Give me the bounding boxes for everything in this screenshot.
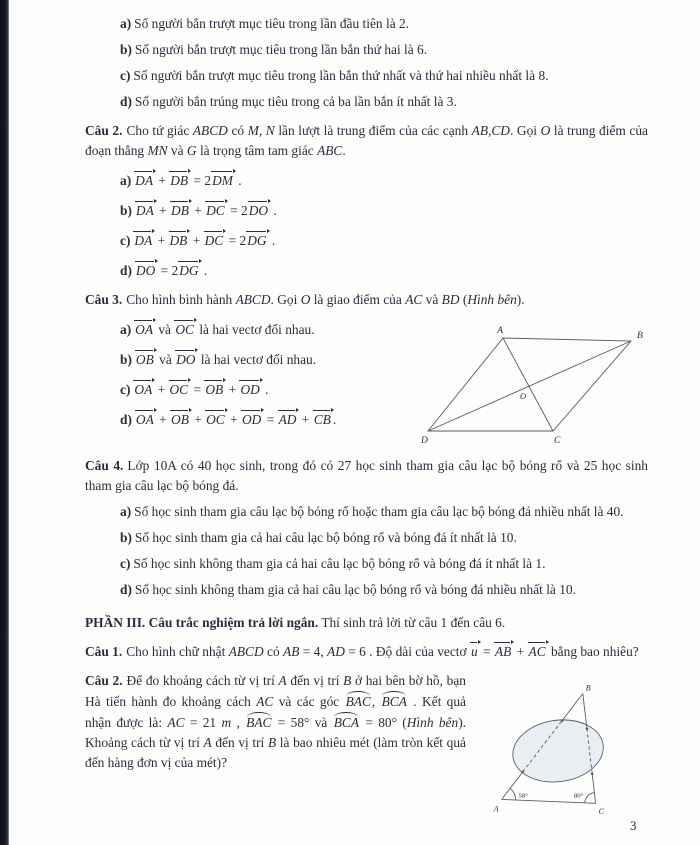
option-label: d): [120, 263, 132, 278]
part-heading-bold: PHẦN III. Câu trắc nghiệm trả lời ngắn.: [85, 615, 319, 630]
page-number: 3: [630, 818, 637, 833]
option-label: b): [120, 203, 132, 218]
option-label: a): [120, 173, 132, 188]
parallelogram-edges: [428, 338, 631, 431]
lake-triangle-diagram: [474, 667, 652, 825]
p3-question-1: [85, 642, 648, 662]
q2-option-b: [120, 200, 648, 221]
statement-label: c): [120, 68, 131, 83]
question-text: Cho hình bình hành ABCD. Gọi O là giao điểm của AC và BD (Hình bên).: [126, 292, 525, 307]
option-text: Số học sinh tham gia cả hai câu lạc bộ bóng rổ và bóng đá ít nhất là 10.: [134, 530, 517, 545]
question-label: Câu 1.: [85, 644, 123, 659]
q2-option-a: [120, 170, 648, 191]
option-math: DA + DB = 2DM .: [135, 173, 242, 188]
q4-option-b: [120, 528, 648, 548]
option-text: Số học sinh không tham gia cả hai câu lạc bộ bóng rổ và bóng đá nhiều nhất là 10.: [134, 582, 576, 597]
option-math: OA + OC = OB + OD .: [134, 382, 269, 397]
question-label: Câu 2.: [85, 673, 123, 688]
question-2-intro: [85, 121, 648, 161]
vertex-label-a: A: [493, 804, 499, 814]
option-math: OA + OB + OC + OD = AD + CB .: [135, 412, 337, 427]
statement-text: Số người bắn trúng mục tiêu trong cả ba lần bắn ít nhất là 3.: [134, 94, 457, 109]
angle-arc-a: [510, 788, 515, 800]
center-label-o: O: [520, 391, 527, 401]
parallelogram-labels: [421, 326, 643, 446]
question-label: Câu 3.: [85, 292, 123, 307]
option-text: Số học sinh tham gia câu lạc bộ bóng rổ hoặc tham gia câu lạc bộ bóng đá nhiều nhất là 40.: [134, 504, 624, 519]
option-label: b): [120, 530, 132, 545]
parallelogram-diagram: [421, 321, 651, 447]
statement-label: b): [120, 42, 132, 57]
question-3-intro: [85, 290, 648, 310]
statement-c: [120, 66, 648, 86]
option-label: c): [120, 382, 131, 397]
statement-text: Số người bắn trượt mục tiêu trong lần bắn thứ hai là 6.: [134, 42, 428, 57]
part-3-heading: [85, 613, 648, 633]
vertex-label-d: D: [421, 436, 428, 446]
angle-arc-c: [585, 793, 595, 803]
option-label: a): [120, 322, 132, 337]
q4-option-c: [120, 554, 648, 574]
statement-b: [120, 40, 648, 60]
question-text: Lớp 10A có 40 học sinh, trong đó có 27 học sinh tham gia câu lạc bộ bóng rổ và 25 học sinh tham gia câu lạc bộ bóng đá.: [85, 458, 648, 493]
option-text: Số học sinh không tham gia cả hai câu lạc bộ bóng rổ và bóng đá ít nhất là 1.: [133, 556, 546, 571]
option-label: d): [120, 412, 132, 427]
option-math: DA + DB + DC = 2DG .: [134, 233, 276, 248]
statement-text: Số người bắn trượt mục tiêu trong lần bắn thứ nhất và thứ hai nhiều nhất là 8.: [133, 68, 549, 83]
option-label: a): [120, 504, 132, 519]
statement-d: [120, 92, 648, 112]
vertex-label-c: C: [598, 807, 604, 817]
vertex-label-c: C: [554, 436, 561, 446]
option-math: DO = 2DG .: [135, 263, 208, 278]
scan-edge-artifact: [0, 0, 9, 845]
angle-label-a: 58°: [518, 792, 528, 800]
question-label: Câu 4.: [85, 458, 124, 473]
vertex-label-b: B: [585, 683, 591, 693]
statement-label: a): [120, 16, 132, 31]
option-label: b): [120, 352, 132, 367]
statement-a: [120, 14, 648, 34]
question-4-intro: [85, 456, 648, 496]
angle-label-c: 80°: [573, 792, 584, 800]
q2-option-d: [120, 260, 648, 281]
question-text: Cho hình chữ nhật ABCD có AB = 4, AD = 6 . Độ dài của vectơ u = AB + AC bằng bao nhiêu?: [126, 644, 639, 659]
option-label: c): [120, 556, 131, 571]
p3-question-2-block: [85, 671, 648, 817]
q4-option-a: [85, 502, 648, 522]
vertex-label-b: B: [637, 331, 643, 341]
option-math: OB và DO là hai vectơ đối nhau.: [135, 352, 317, 367]
statement-text: Số người bắn trượt mục tiêu trong lần đầu tiên là 2.: [134, 16, 410, 31]
option-math: OA và OC là hai vectơ đối nhau.: [135, 322, 315, 337]
vertex-label-a: A: [497, 326, 503, 336]
q2-option-c: [120, 230, 648, 251]
option-label: c): [120, 233, 131, 248]
question-3-body: [85, 319, 648, 447]
page-content: [85, 8, 648, 827]
part-heading-rest: Thí sinh trả lời từ câu 1 đến câu 6.: [321, 615, 506, 630]
question-text: Cho tứ giác ABCD có M, N lần lượt là trung điểm của các cạnh AB,CD. Gọi O là trung điểm của đoạn thẳng MN và G là trọng tâm tam giác ABC.: [85, 123, 648, 158]
statement-label: d): [120, 94, 132, 109]
question-text: Để đo khoảng cách từ vị trí A đến vị trí B ở hai bên bờ hồ, bạn Hà tiến hành đo khoảng cách AC và các góc BAC, BCA . Kết quả nhận được là: AC = 21 m , BAC = 58° và BCA = 80° (Hình bên). Khoảng cách từ vị trí A đến vị trí B là bao nhiêu mét (làm tròn kết quả đến hàng đơn vị của mét)?: [85, 673, 467, 770]
q4-option-d: [120, 580, 648, 600]
option-label: d): [120, 582, 132, 597]
option-math: DA + DB + DC = 2DO .: [135, 203, 277, 218]
question-label: Câu 2.: [85, 123, 123, 138]
